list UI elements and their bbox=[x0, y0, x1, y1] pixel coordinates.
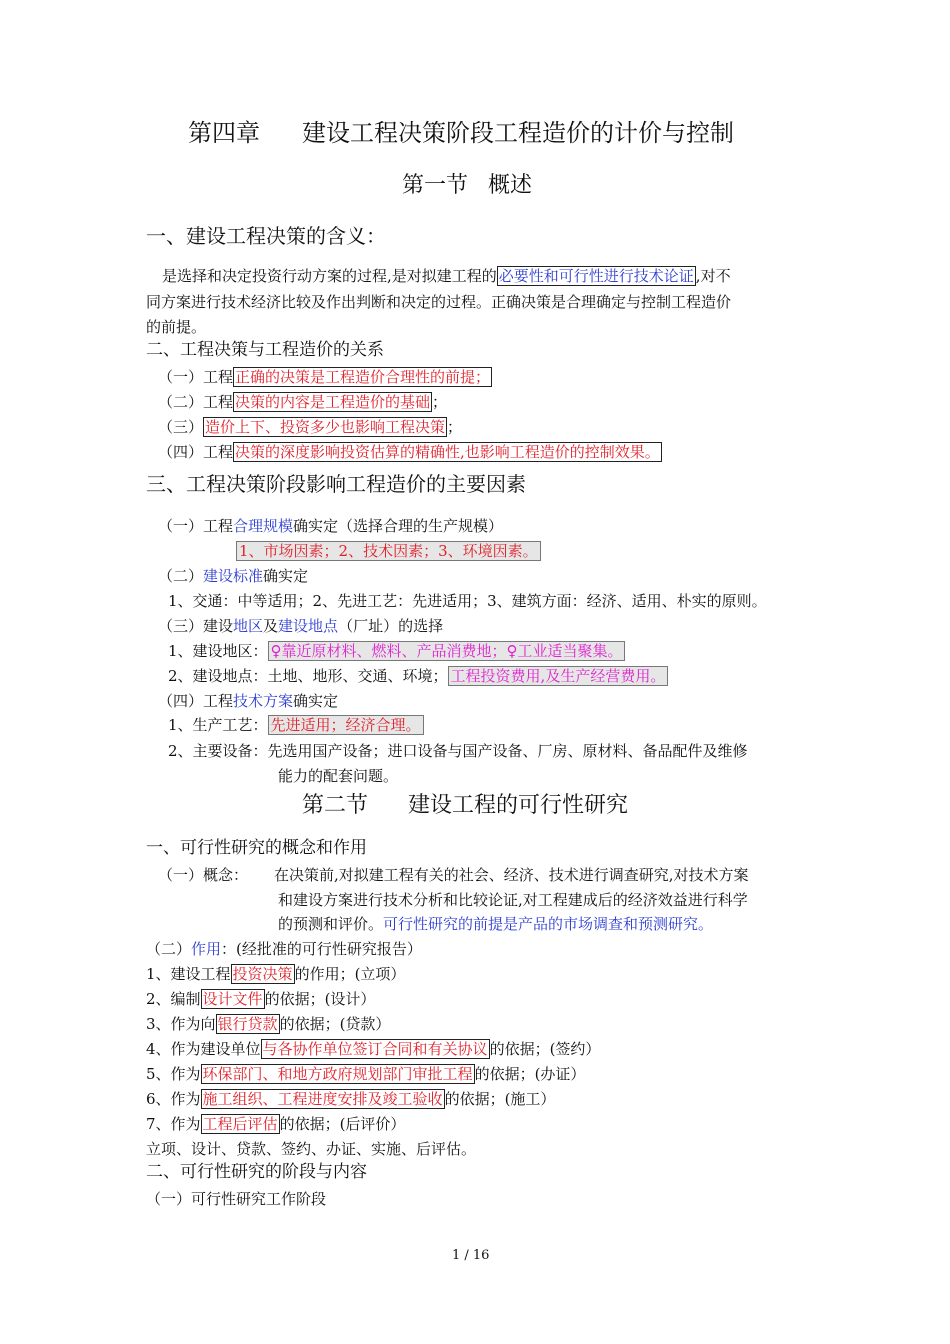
heading-1-1: 一、建设工程决策的含义： bbox=[146, 224, 386, 248]
concept-line bbox=[278, 915, 713, 934]
text: 的依据；(办证） bbox=[474, 1065, 586, 1083]
highlight-box: 正确的决策是工程造价合理性的前提； bbox=[235, 368, 491, 386]
text: 1、生产工艺： bbox=[168, 716, 268, 734]
factor-item bbox=[158, 692, 338, 711]
highlight-box: 1、市场因素；2、技术因素；3、环境因素。 bbox=[236, 541, 541, 561]
text: 的依据；(施工） bbox=[444, 1090, 556, 1108]
text: （三）建设 bbox=[158, 617, 234, 635]
section-title bbox=[302, 792, 628, 820]
factor-detail bbox=[168, 716, 424, 735]
text: （四）工程 bbox=[158, 692, 234, 710]
text: 的依据；(后评价） bbox=[279, 1115, 406, 1133]
text: 1、建设地区： bbox=[168, 642, 268, 660]
highlight-box: 工程投资费用,及生产经营费用。 bbox=[448, 666, 669, 686]
text: （二） bbox=[146, 940, 192, 958]
highlight-box: 与各协作单位签订合同和有关协议 bbox=[262, 1040, 488, 1058]
text: 1、建设工程 bbox=[146, 965, 231, 983]
text: 确实定 bbox=[293, 692, 339, 710]
text: ：(经批准的可行性研究报告） bbox=[221, 940, 422, 958]
text: ； bbox=[432, 393, 448, 411]
usage-summary: 立项、设计、贷款、签约、办证、实施、后评估。 bbox=[146, 1140, 477, 1158]
text: 2、编制 bbox=[146, 990, 201, 1008]
text: 的依据；(贷款） bbox=[279, 1015, 391, 1033]
chapter-number: 第四章 bbox=[188, 119, 260, 147]
text: 3、作为向 bbox=[146, 1015, 216, 1033]
blue-text: 建设地点 bbox=[278, 617, 339, 635]
highlight-box: 必要性和可行性进行技术论证 bbox=[498, 267, 694, 285]
text: （厂址）的选择 bbox=[338, 617, 444, 635]
text: 确实定 bbox=[263, 567, 309, 585]
usage-item bbox=[146, 1015, 390, 1034]
section-number: 第一节 bbox=[402, 173, 469, 198]
relation-item bbox=[158, 368, 492, 387]
text: （二） bbox=[158, 567, 204, 585]
paragraph-line: 的前提。 bbox=[146, 318, 207, 336]
usage-item bbox=[146, 1090, 555, 1109]
blue-text: 可行性研究的前提是产品的市场调查和预测研究。 bbox=[383, 915, 714, 933]
blue-text: 建设标准 bbox=[203, 567, 264, 585]
usage-item bbox=[146, 990, 375, 1009]
heading-2-1: 一、可行性研究的概念和作用 bbox=[146, 838, 367, 858]
factor-item bbox=[158, 517, 503, 536]
highlight-box: 投资决策 bbox=[232, 965, 293, 983]
usage-item bbox=[146, 1040, 600, 1059]
text: （一）工程 bbox=[158, 368, 234, 386]
concept-label: （一）概念： bbox=[158, 866, 249, 884]
text: （四）工程 bbox=[158, 443, 234, 461]
text: （二）工程 bbox=[158, 393, 234, 411]
text: 确实定（选择合理的生产规模） bbox=[293, 517, 504, 535]
concept-line: 和建设方案进行技术分析和比较论证,对工程建成后的经济效益进行科学 bbox=[278, 891, 748, 909]
relation-item bbox=[158, 393, 447, 412]
factor-detail: 2、主要设备：先选用国产设备；进口设备与国产设备、厂房、原材料、备品配件及维修 bbox=[168, 742, 748, 760]
text: 的预测和评价。 bbox=[278, 915, 384, 933]
chapter-name: 建设工程决策阶段工程造价的计价与控制 bbox=[302, 119, 734, 147]
section-name: 概述 bbox=[488, 173, 533, 198]
text: 的依据；(签约） bbox=[489, 1040, 601, 1058]
text: 是选择和决定投资行动方案的过程,是对拟建工程的 bbox=[162, 267, 497, 285]
page-number: 1 / 16 bbox=[452, 1248, 490, 1263]
text: 的作用；(立项） bbox=[294, 965, 406, 983]
highlight-box: 工程后评估 bbox=[202, 1115, 278, 1133]
section-number: 第二节 bbox=[302, 793, 369, 818]
paragraph-line: 同方案进行技术经济比较及作出判断和决定的过程。正确决策是合理确定与控制工程造价 bbox=[146, 293, 732, 311]
usage-item bbox=[146, 1065, 585, 1084]
highlight-box: 决策的深度影响投资估算的精确性,也影响工程造价的控制效果。 bbox=[235, 443, 660, 461]
text: 5、作为 bbox=[146, 1065, 201, 1083]
text: 6、作为 bbox=[146, 1090, 201, 1108]
relation-item bbox=[158, 418, 462, 437]
factor-detail bbox=[236, 542, 541, 561]
heading-1-3: 三、工程决策阶段影响工程造价的主要因素 bbox=[146, 472, 526, 496]
highlight-box: 决策的内容是工程造价的基础 bbox=[235, 393, 431, 411]
section-title bbox=[402, 172, 532, 200]
factor-detail bbox=[168, 667, 668, 686]
blue-text: 技术方案 bbox=[233, 692, 294, 710]
highlight-box: 先进适用；经济合理。 bbox=[268, 715, 424, 735]
blue-text: 合理规模 bbox=[233, 517, 294, 535]
relation-item bbox=[158, 443, 662, 462]
text: ； bbox=[447, 418, 463, 436]
text: 及 bbox=[263, 617, 279, 635]
text: （一）工程 bbox=[158, 517, 234, 535]
text: ,对不 bbox=[695, 267, 731, 285]
highlight-box: 造价上下、投资多少也影响工程决策 bbox=[205, 418, 446, 436]
factor-detail: 能力的配套问题。 bbox=[278, 767, 399, 785]
usage-item bbox=[146, 1115, 405, 1134]
chapter-title bbox=[188, 118, 734, 148]
usage-item bbox=[146, 965, 405, 984]
factor-item bbox=[158, 567, 308, 586]
section-name: 建设工程的可行性研究 bbox=[408, 793, 629, 818]
text: 7、作为 bbox=[146, 1115, 201, 1133]
highlight-box: 设计文件 bbox=[202, 990, 263, 1008]
subheading: （一）可行性研究工作阶段 bbox=[146, 1190, 327, 1208]
usage-heading bbox=[146, 940, 422, 959]
factor-detail bbox=[168, 642, 625, 661]
text: （三） bbox=[158, 418, 204, 436]
text: 的依据；(设计） bbox=[264, 990, 376, 1008]
factor-item bbox=[158, 617, 443, 636]
blue-text: 地区 bbox=[233, 617, 264, 635]
highlight-box: 施工组织、工程进度安排及竣工验收 bbox=[202, 1090, 443, 1108]
paragraph-line bbox=[162, 267, 731, 286]
heading-1-2: 二、工程决策与工程造价的关系 bbox=[146, 340, 384, 360]
blue-text: 作用 bbox=[191, 940, 222, 958]
highlight-box: 银行贷款 bbox=[217, 1015, 278, 1033]
heading-2-2: 二、可行性研究的阶段与内容 bbox=[146, 1162, 367, 1182]
text: 2、建设地点：土地、地形、交通、环境； bbox=[168, 667, 448, 685]
factor-detail: 1、交通：中等适用；2、先进工艺：先进适用；3、建筑方面：经济、适用、朴实的原则。 bbox=[168, 592, 767, 610]
highlight-box: ♀靠近原材料、燃料、产品消费地；♀工业适当聚集。 bbox=[268, 641, 626, 661]
concept-line: 在决策前,对拟建工程有关的社会、经济、技术进行调查研究,对技术方案 bbox=[274, 866, 749, 884]
text: 4、作为建设单位 bbox=[146, 1040, 261, 1058]
highlight-box: 环保部门、和地方政府规划部门审批工程 bbox=[202, 1065, 473, 1083]
